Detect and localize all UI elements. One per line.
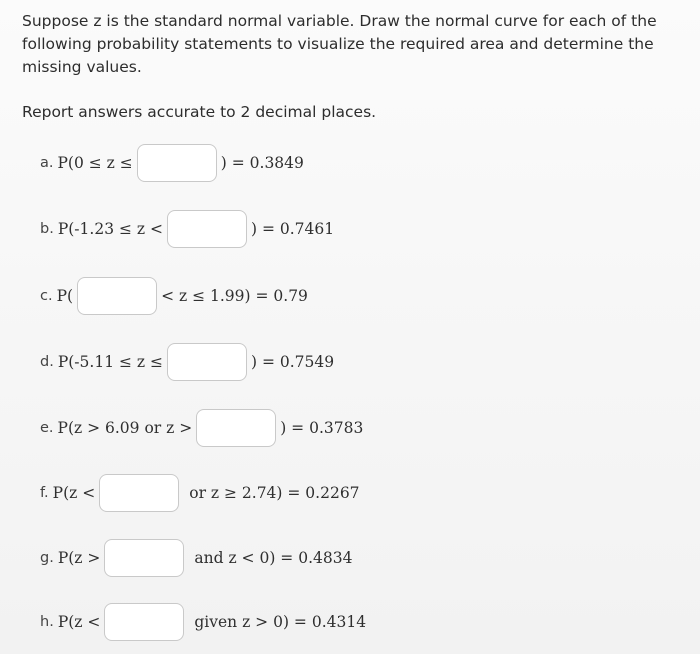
- question-h-before: P(z <: [57, 613, 101, 631]
- answer-input-e[interactable]: [196, 409, 276, 447]
- question-d: [40, 343, 334, 381]
- question-d-after: ) = 0.7549: [250, 353, 335, 371]
- instructions: [22, 10, 662, 79]
- question-c-label: c.: [40, 288, 53, 304]
- question-f-label: f.: [40, 485, 49, 501]
- question-a-label: a.: [40, 155, 54, 171]
- report-instruction: Report answers accurate to 2 decimal places.: [22, 103, 377, 121]
- question-g: [40, 539, 352, 577]
- question-b-before: P(-1.23 ≤ z <: [57, 220, 163, 238]
- question-a-after: ) = 0.3849: [220, 154, 304, 172]
- question-f-before: P(z <: [52, 484, 96, 502]
- question-e: [40, 409, 363, 447]
- question-c: [40, 277, 308, 315]
- answer-input-d[interactable]: [167, 343, 247, 381]
- answer-input-c[interactable]: [77, 277, 157, 315]
- answer-input-h[interactable]: [104, 603, 184, 641]
- question-e-label: e.: [40, 420, 54, 436]
- answer-input-b[interactable]: [167, 210, 247, 248]
- question-c-before: P(: [56, 287, 74, 305]
- question-g-after: and z < 0) = 0.4834: [194, 549, 353, 567]
- instructions-line-1: Suppose z is the standard normal variable. Draw the normal curve for each of the: [22, 12, 657, 30]
- question-c-after: < z ≤ 1.99) = 0.79: [161, 287, 308, 305]
- instructions-line-2: following probability statements to visualize the required area and determine the: [22, 35, 654, 53]
- question-f-after: or z ≥ 2.74) = 0.2267: [189, 484, 360, 502]
- answer-input-a[interactable]: [137, 144, 217, 182]
- question-f: [40, 474, 360, 512]
- question-d-before: P(-5.11 ≤ z ≤: [57, 353, 163, 371]
- question-h: [40, 603, 366, 641]
- question-h-label: h.: [40, 614, 54, 630]
- question-g-before: P(z >: [57, 549, 101, 567]
- question-e-after: ) = 0.3783: [280, 419, 364, 437]
- question-b-after: ) = 0.7461: [250, 220, 335, 238]
- question-a: [40, 144, 304, 182]
- answer-input-f[interactable]: [99, 474, 179, 512]
- question-d-label: d.: [40, 354, 54, 370]
- question-e-before: P(z > 6.09 or z >: [57, 419, 193, 437]
- instructions-line-3: missing values.: [22, 58, 142, 76]
- question-h-after: given z > 0) = 0.4314: [194, 613, 367, 631]
- question-b: [40, 210, 334, 248]
- question-a-before: P(0 ≤ z ≤: [57, 154, 133, 172]
- answer-input-g[interactable]: [104, 539, 184, 577]
- question-g-label: g.: [40, 550, 54, 566]
- question-b-label: b.: [40, 221, 54, 237]
